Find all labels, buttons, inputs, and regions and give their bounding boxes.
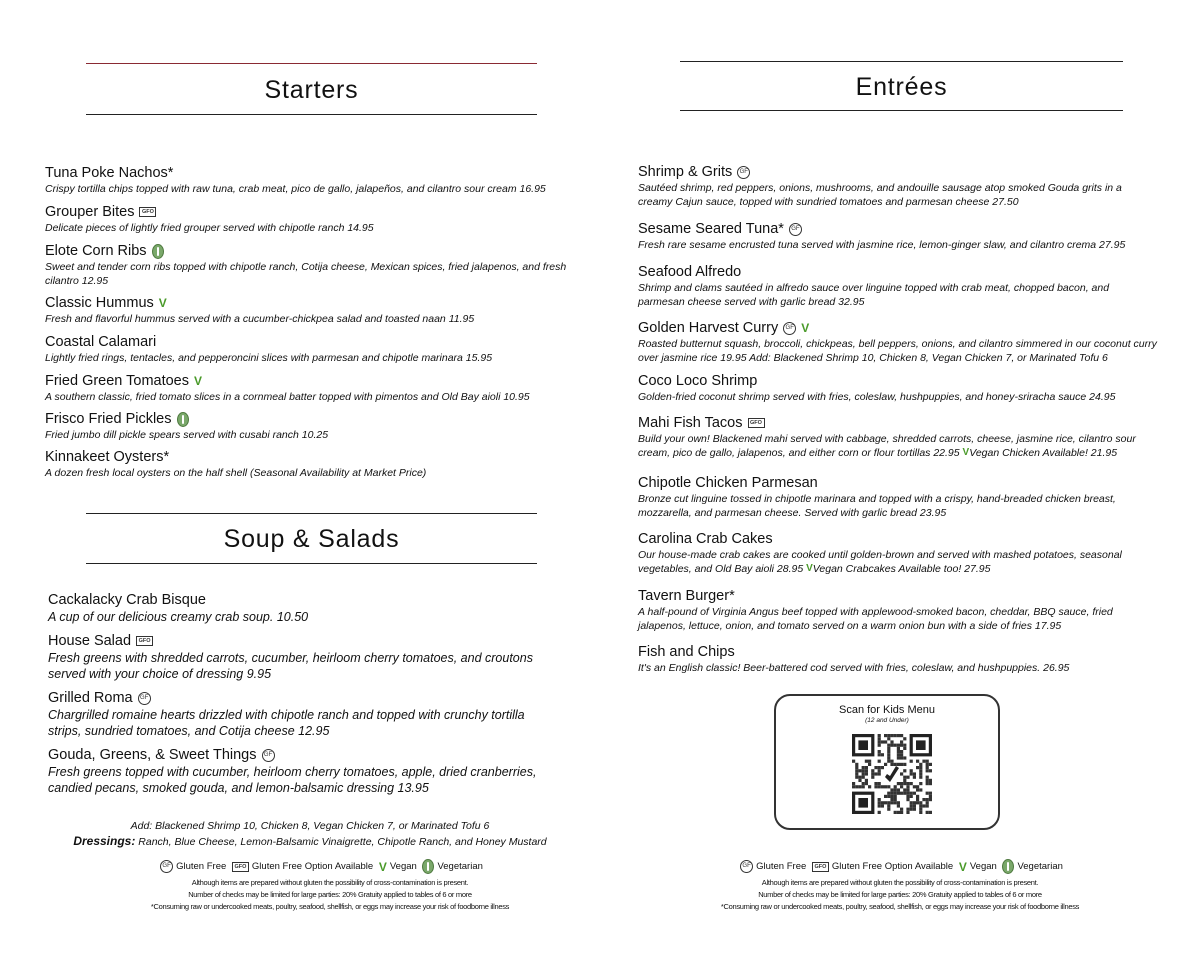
menu-item-description-text: Fresh greens with shredded carrots, cucumber, heirloom cherry tomatoes, and croutons served with your choice of dressing 9.95	[48, 651, 533, 681]
menu-item-name: House Salad	[48, 633, 132, 649]
disclaimers-right	[660, 877, 1140, 913]
menu-item	[45, 294, 575, 326]
menu-item-description	[638, 661, 1158, 675]
disclaimers-left	[0, 877, 660, 913]
menu-item-description-text: A southern classic, fried tomato slices in a cornmeal batter topped with pimentos and Old Bay aioli 10.95	[45, 391, 530, 404]
menu-item-description	[638, 281, 1158, 309]
legend-gluten-free-option: Gluten Free Option Available	[251, 861, 374, 873]
menu-item-vegan-option: Vegan Crabcakes Available too! 27.95	[812, 563, 991, 575]
gluten-free-icon: GF	[789, 223, 802, 236]
menu-item-name: Classic Hummus	[45, 295, 154, 311]
menu-item-name: Tuna Poke Nachos*	[45, 165, 174, 181]
menu-item	[48, 746, 558, 796]
gfo-icon: GFO	[136, 636, 153, 646]
menu-item	[638, 263, 1158, 309]
menu-item-description	[48, 764, 558, 796]
menu-item	[638, 220, 1158, 252]
menu-item-description	[638, 390, 1158, 404]
menu-item	[45, 203, 575, 235]
gluten-free-icon: GF	[160, 860, 173, 873]
menu-item-name: Coastal Calamari	[45, 334, 157, 350]
vegetarian-icon	[177, 412, 189, 427]
kids-menu-qr-code[interactable]	[852, 734, 932, 814]
menu-item	[48, 632, 558, 682]
menu-item	[45, 372, 575, 404]
menu-item-name-row	[48, 591, 558, 609]
disclaimer-gluten: Although items are prepared without gluten the possibility of cross-contamination is present.	[191, 878, 469, 887]
menu-item	[638, 530, 1158, 576]
menu-item-name-row	[638, 587, 1158, 605]
gluten-free-icon: GF	[262, 749, 275, 762]
menu-item-description	[638, 432, 1158, 460]
menu-item-name-row	[638, 372, 1158, 390]
menu-item-name: Shrimp & Grits	[638, 164, 733, 180]
legend-left	[40, 859, 600, 874]
gluten-free-icon: GF	[783, 322, 796, 335]
vegan-icon: V	[801, 321, 810, 336]
menu-item	[638, 372, 1158, 404]
menu-item-name-row	[638, 474, 1158, 492]
menu-item	[638, 163, 1158, 209]
menu-item-description-text: Delicate pieces of lightly fried grouper served with chipotle ranch 14.95	[45, 222, 374, 234]
menu-item-description-text: Sautéed shrimp, red peppers, onions, mushrooms, and andouille sausage atop smoked Gouda grits in a creamy Cajun sauce, topped with sundried tomatoes and parmesan cheese 27.50	[638, 182, 1122, 208]
disclaimer-raw: *Consuming raw or undercooked meats, poultry, seafood, shellfish, or eggs may increase your risk of foodborne illness	[720, 902, 1080, 911]
kids-menu-subtitle: (12 and Under)	[865, 717, 909, 724]
menu-item-description-text: It's an English classic! Beer-battered cod served with fries, coleslaw, and hushpuppies. 26.95	[638, 662, 1070, 674]
entrees-top-rule	[680, 61, 1123, 62]
menu-item-description-text: A half-pound of Virginia Angus beef topped with applewood-smoked bacon, cheddar, BBQ sauce, fried jalapenos, lettuce, onion, and tomato served on a warm onion bun with a side of fries 17.95	[638, 606, 1113, 632]
menu-item-description	[45, 312, 575, 326]
menu-item-description	[48, 609, 558, 625]
menu-item-name: Grilled Roma	[48, 690, 133, 706]
menu-item-name: Coco Loco Shrimp	[638, 373, 758, 389]
menu-item-name: Seafood Alfredo	[638, 264, 742, 280]
menu-item-description	[638, 492, 1158, 520]
disclaimer-gluten: Although items are prepared without gluten the possibility of cross-contamination is present.	[761, 878, 1039, 887]
kids-menu-title: Scan for Kids Menu	[839, 704, 935, 716]
vegan-icon: V	[378, 859, 387, 874]
soups-title: Soup & Salads	[223, 525, 400, 553]
menu-item	[45, 242, 575, 288]
disclaimer-gratuity: Number of checks may be limited for large parties: 20% Gratuity applied to tables of 6 or more	[188, 890, 472, 899]
menu-item-name: Tavern Burger*	[638, 588, 735, 604]
soups-top-rule	[86, 513, 537, 514]
menu-item-name-row	[45, 203, 575, 221]
dressings-line	[40, 834, 580, 850]
menu-item-description-text: Fried jumbo dill pickle spears served with cusabi ranch 10.25	[45, 429, 329, 441]
menu-item-name: Kinnakeet Oysters*	[45, 449, 170, 465]
gfo-icon: GFO	[812, 862, 829, 872]
menu-item-name-row	[48, 632, 558, 650]
dressings-label: Dressings:	[73, 834, 136, 848]
menu-item-name-row	[638, 530, 1158, 548]
menu-item-name-row	[45, 164, 575, 182]
dressings-list: Ranch, Blue Cheese, Lemon-Balsamic Vinaigrette, Chipotle Ranch, and Honey Mustard	[138, 836, 547, 848]
salad-addon: Add: Blackened Shrimp 10, Chicken 8, Vegan Chicken 7, or Marinated Tofu 6	[130, 820, 490, 832]
gluten-free-icon: GF	[138, 692, 151, 705]
gluten-free-icon: GF	[740, 860, 753, 873]
menu-item-description	[638, 337, 1158, 365]
menu-item-description	[45, 466, 575, 480]
menu-item-description-text: A cup of our delicious creamy crab soup. 10.50	[48, 610, 309, 624]
menu-item-description-text: Sweet and tender corn ribs topped with chipotle ranch, Cotija cheese, Mexican spices, fried jalapenos, and fresh cilantro 12.95	[45, 261, 567, 287]
menu-item-description	[45, 182, 575, 196]
menu-item-name: Cackalacky Crab Bisque	[48, 592, 206, 608]
kids-menu-card[interactable]	[774, 694, 1000, 830]
gfo-icon: GFO	[139, 207, 156, 217]
menu-item-name-row	[638, 643, 1158, 661]
vegan-icon: V	[962, 447, 970, 459]
starters-bottom-rule	[86, 114, 537, 115]
disclaimer-gratuity: Number of checks may be limited for large parties: 20% Gratuity applied to tables of 6 or more	[758, 890, 1042, 899]
menu-item-name: Golden Harvest Curry	[638, 320, 779, 336]
menu-item-name: Elote Corn Ribs	[45, 243, 147, 259]
vegan-icon: V	[158, 296, 167, 311]
menu-item-name: Fish and Chips	[638, 644, 735, 660]
menu-item	[45, 164, 575, 196]
menu-item-description-text: Fresh and flavorful hummus served with a cucumber-chickpea salad and toasted naan 11.95	[45, 313, 475, 326]
vegetarian-icon	[1002, 859, 1014, 874]
menu-item-name-row	[638, 414, 1158, 432]
legend-vegan: Vegan	[389, 861, 417, 873]
menu-item-name: Grouper Bites	[45, 204, 135, 220]
menu-item-description	[638, 181, 1158, 209]
menu-item	[45, 410, 575, 442]
menu-item-name-row	[48, 689, 558, 707]
menu-item	[45, 448, 575, 480]
menu-item-description-text: Chargrilled romaine hearts drizzled with chipotle ranch and topped with crunchy tortilla strips, sundried tomatoes, and Cotija cheese 12.95	[48, 708, 525, 738]
menu-item-description-text: Our house-made crab cakes are cooked until golden-brown and served with mashed potatoes, seasonal vegetables, and Old Bay aioli 28.95	[638, 549, 1122, 575]
menu-item	[48, 689, 558, 739]
menu-item-description-text: Bronze cut linguine tossed in chipotle marinara and topped with a crispy, hand-breaded chicken breast, mozzarella, and parmesan cheese. Served with garlic bread 23.95	[638, 493, 1116, 519]
menu-item-description-text: Fresh greens topped with cucumber, heirloom cherry tomatoes, apple, dried cranberries, candied pecans, smoked gouda, and lemon-balsamic dressing 13.95	[48, 765, 537, 795]
menu-item-name: Sesame Seared Tuna*	[638, 221, 784, 237]
menu-item-description-text: Lightly fried rings, tentacles, and pepperoncini slices with parmesan and chipotle marinara 15.95	[45, 352, 493, 364]
menu-item-name: Mahi Fish Tacos	[638, 415, 743, 431]
menu-item-vegan-option: Vegan Chicken Available! 21.95	[969, 447, 1118, 459]
starters-title: Starters	[264, 76, 359, 104]
menu-item-name: Fried Green Tomatoes	[45, 373, 189, 389]
menu-item-name-row	[45, 372, 575, 390]
vegan-icon: V	[806, 563, 813, 575]
menu-item-description-text: Fresh rare sesame encrusted tuna served with jasmine rice, lemon-ginger slaw, and cilantro crema 27.95	[638, 239, 1126, 251]
salad-addon-text	[40, 819, 580, 850]
legend-gluten-free: Gluten Free	[176, 861, 227, 873]
menu-item-description-text: Roasted butternut squash, broccoli, chickpeas, bell peppers, onions, and cilantro simmered in our coconut curry over jasmine rice 19.95 Add: Blackened Shrimp 10, Chicken 8, Vegan Chicken 7, or Marinated Tofu 6	[638, 338, 1157, 365]
soups-bottom-rule	[86, 563, 537, 564]
entrees-bottom-rule	[680, 110, 1123, 111]
starters-top-rule	[86, 63, 537, 64]
menu-item-name-row	[45, 294, 575, 312]
legend-right	[700, 859, 1100, 874]
vegetarian-icon	[422, 859, 434, 874]
legend-vegan: Vegan	[969, 861, 997, 873]
legend-gluten-free-option: Gluten Free Option Available	[831, 861, 954, 873]
menu-item-description	[48, 650, 558, 682]
menu-item-name-row	[48, 746, 558, 764]
menu-item-description	[45, 221, 575, 235]
menu-item-description	[638, 238, 1158, 252]
menu-item-name-row	[45, 242, 575, 260]
menu-item-name-row	[638, 163, 1158, 181]
menu-item-name-row	[638, 220, 1158, 238]
vegan-icon: V	[194, 374, 203, 389]
menu-item	[638, 587, 1158, 633]
legend-vegetarian: Vegetarian	[437, 861, 483, 873]
menu-item-name: Carolina Crab Cakes	[638, 531, 773, 547]
menu-item-description	[45, 351, 575, 365]
legend-vegetarian: Vegetarian	[1017, 861, 1063, 873]
menu-item-name-row	[45, 448, 575, 466]
menu-item-description	[45, 428, 575, 442]
menu-item	[638, 319, 1158, 365]
menu-item	[638, 643, 1158, 675]
menu-item	[48, 591, 558, 625]
menu-item-name-row	[638, 263, 1158, 281]
menu-item-name-row	[45, 333, 575, 351]
menu-item-description	[638, 548, 1158, 576]
menu-item-description-text: Golden-fried coconut shrimp served with fries, coleslaw, hushpuppies, and honey-sriracha sauce 24.95	[638, 391, 1116, 403]
disclaimer-raw: *Consuming raw or undercooked meats, poultry, seafood, shellfish, or eggs may increase your risk of foodborne illness	[150, 902, 510, 911]
menu-item	[638, 474, 1158, 520]
menu-item-description-text: Shrimp and clams sautéed in alfredo sauce over linguine topped with crab meat, chopped bacon, and parmesan cheese served with garlic bread 32.95	[638, 282, 1110, 308]
gfo-icon: GFO	[748, 418, 765, 428]
menu-item-name: Chipotle Chicken Parmesan	[638, 475, 818, 491]
menu-item-name-row	[638, 319, 1158, 337]
menu-item-description	[45, 390, 575, 404]
menu-item	[638, 414, 1158, 460]
legend-gluten-free: Gluten Free	[756, 861, 807, 873]
gfo-icon: GFO	[232, 862, 249, 872]
menu-item-description	[638, 605, 1158, 633]
entrees-title: Entrées	[855, 73, 948, 101]
menu-item	[45, 333, 575, 365]
menu-item-name: Frisco Fried Pickles	[45, 411, 172, 427]
menu-item-description-text: A dozen fresh local oysters on the half shell (Seasonal Availability at Market Price)	[45, 467, 427, 479]
menu-item-description-text: Crispy tortilla chips topped with raw tuna, crab meat, pico de gallo, jalapeños, and cilantro sour cream 16.95	[45, 183, 546, 195]
menu-item-name-row	[45, 410, 575, 428]
vegan-icon: V	[958, 859, 967, 874]
menu-item-description	[45, 260, 575, 288]
vegetarian-icon	[152, 244, 164, 259]
menu-item-description	[48, 707, 558, 739]
menu-item-description-text: Build your own! Blackened mahi served with cabbage, shredded carrots, cheese, jasmine rice, cilantro sour cream, pico de gallo, jalapenos, and either corn or flour tortillas 22.95	[638, 433, 1136, 459]
gluten-free-icon: GF	[737, 166, 750, 179]
menu-item-name: Gouda, Greens, & Sweet Things	[48, 747, 257, 763]
